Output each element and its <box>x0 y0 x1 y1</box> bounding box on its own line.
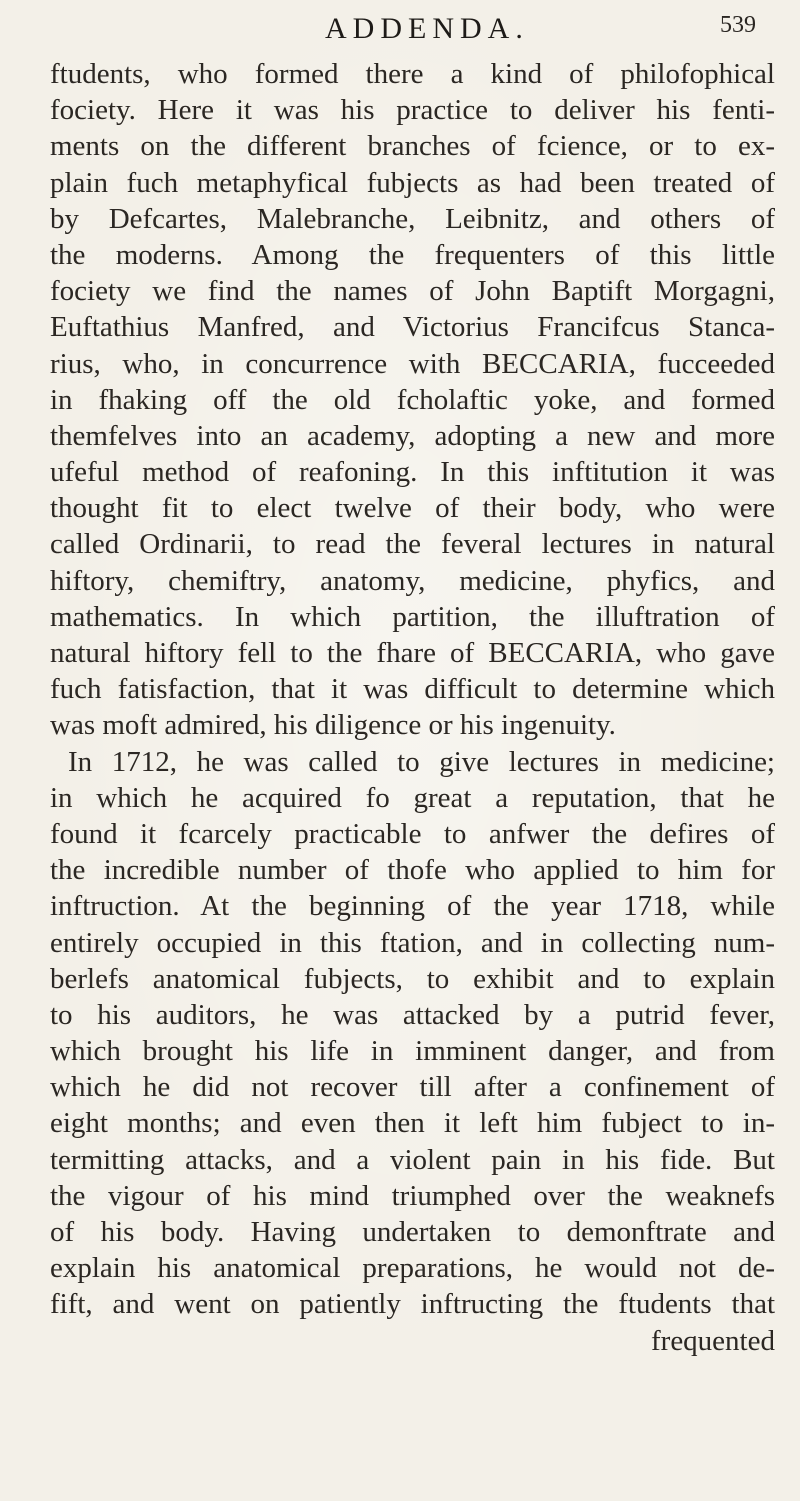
text-line: the incredible number of thofe who applied to him for <box>50 854 775 887</box>
text-line: In 1712, he was called to give lectures in medicine; <box>68 745 775 778</box>
text-line: found it fcarcely practicable to anfwer the defires of <box>50 817 775 850</box>
text-line: to his auditors, he was attacked by a putrid fever, <box>50 998 775 1031</box>
text-line: the moderns. Among the frequenters of this little <box>50 238 775 271</box>
text-line: mathematics. In which partition, the illuftration of <box>50 600 775 633</box>
text-line: fociety we find the names of John Baptift Morgagni, <box>50 275 775 308</box>
text-line: of his body. Having undertaken to demonftrate and <box>50 1216 775 1248</box>
text-line: eight months; and even then it left him fubject to in- <box>50 1107 775 1140</box>
text-line: rius, who, in concurrence with BECCARIA, fucceeded <box>50 347 775 380</box>
text-line: called Ordinarii, to read the feveral lectures in natural <box>50 528 775 561</box>
text-line: which he did not recover till after a confinement of <box>50 1071 775 1104</box>
running-head: ADDENDA. <box>325 12 529 45</box>
text-line: the vigour of his mind triumphed over the weaknefs <box>50 1179 775 1212</box>
body-text <box>50 56 775 1359</box>
text-line: entirely occupied in this ftation, and in collecting num- <box>50 926 775 959</box>
text-line: explain his anatomical preparations, he would not de- <box>50 1252 775 1285</box>
text-line: thought fit to elect twelve of their body, who were <box>50 492 775 525</box>
text-line: berlefs anatomical fubjects, to exhibit and to explain <box>50 962 775 995</box>
text-line: ftudents, who formed there a kind of philofophical <box>50 58 775 90</box>
text-line: natural hiftory fell to the fhare of BECCARIA, who gave <box>50 637 775 669</box>
text-line: fociety. Here it was his practice to deliver his fenti- <box>50 94 775 127</box>
text-line: fuch fatisfaction, that it was difficult to determine which <box>50 673 775 706</box>
text-line: hiftory, chemiftry, anatomy, medicine, phyfics, and <box>50 564 775 597</box>
text-line: by Defcartes, Malebranche, Leibnitz, and others of <box>50 202 775 235</box>
text-line: ments on the different branches of fcience, or to ex- <box>50 130 775 163</box>
text-line: in fhaking off the old fcholaftic yoke, and formed <box>50 383 775 416</box>
text-line: which brought his life in imminent danger, and from <box>50 1035 775 1068</box>
text-line: in which he acquired fo great a reputation, that he <box>50 781 775 814</box>
text-line: fift, and went on patiently inftructing the ftudents that <box>50 1288 775 1321</box>
text-line: Euftathius Manfred, and Victorius Francifcus Stanca- <box>50 311 775 344</box>
page-number: 539 <box>720 12 756 38</box>
text-line: termitting attacks, and a violent pain in his fide. But <box>50 1143 775 1176</box>
text-line: ufeful method of reafoning. In this inftitution it was <box>50 456 775 489</box>
text-line: inftruction. At the beginning of the year 1718, while <box>50 890 775 923</box>
catchword: frequented <box>651 1324 775 1357</box>
text-line: themfelves into an academy, adopting a new and more <box>50 419 775 452</box>
text-line: plain fuch metaphyfical fubjects as had been treated of <box>50 166 775 199</box>
text-line: was moft admired, his diligence or his ingenuity. <box>50 709 616 742</box>
